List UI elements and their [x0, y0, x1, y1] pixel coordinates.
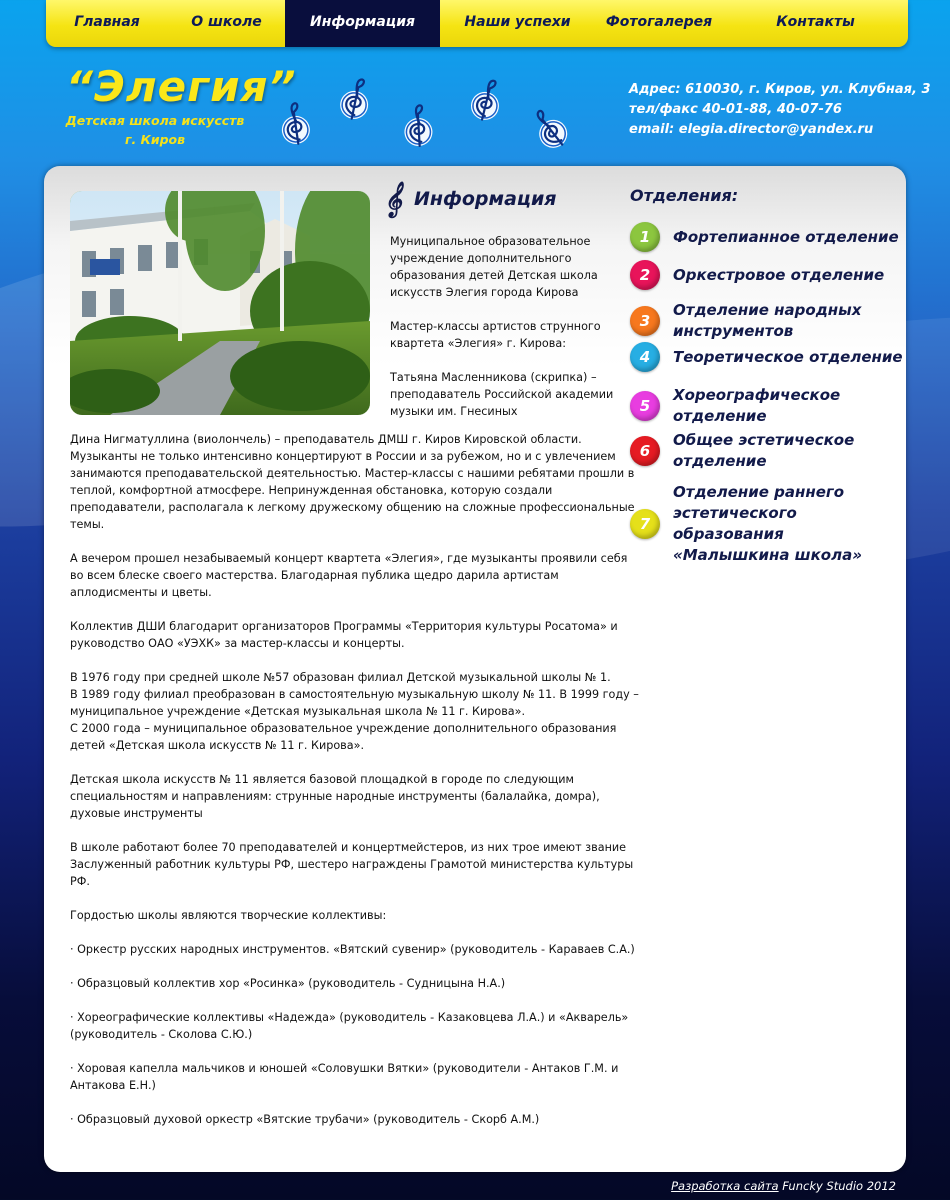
address-text: Адрес: 610030, г. Киров, ул. Клубная, 3: [629, 82, 931, 97]
treble-clef-icon: [271, 97, 319, 153]
article-paragraph: А вечером прошел незабываемый концерт квартета «Элегия», где музыканты проявили себя во всем блеске своего мастерства. Благодарная публика щедро дарила артистам аплодисменты и цветы.: [70, 552, 628, 599]
department-label[interactable]: Оркестровое отделение: [673, 265, 885, 284]
department-item[interactable]: [630, 482, 905, 566]
article-paragraph: · Образцовый духовой оркестр «Вятские трубачи» (руководитель - Скорб А.М.): [70, 1113, 540, 1126]
department-number-badge: 7: [630, 509, 660, 539]
department-label[interactable]: Хореографическое отделение: [673, 386, 841, 425]
article-paragraph: · Оркестр русских народных инструментов. «Вятский сувенир» (руководитель - Караваев С.А.): [70, 943, 635, 956]
department-item[interactable]: [630, 260, 884, 290]
article-paragraph: Коллектив ДШИ благодарит организаторов Программы «Территория культуры Росатома» и руководство ОАО «УЭХК» за мастер-классы и концерты.: [70, 620, 618, 650]
department-label[interactable]: Общее эстетическое отделение: [673, 431, 855, 470]
department-number-badge: 5: [630, 391, 660, 421]
department-item[interactable]: [630, 342, 903, 372]
nav-item[interactable]: Наши успехи: [464, 14, 571, 30]
article-paragraph: Дина Нигматуллина (виолончель) – преподаватель ДМШ г. Киров Кировской области. Музыканты не только интенсивно концертируют в России и за рубежом, но и с увлечением занимаются преподавательской деятельностью. Мастер-классы с нашими ребятами прошли в теплой, комфортной атмосфере. Непринужденная обстановка, которую создали преподаватели, располагала к легкому дружескому общению на сложные профессиональные темы.: [70, 433, 635, 531]
department-number-badge: 2: [630, 260, 660, 290]
intro-text: [390, 233, 620, 437]
department-item[interactable]: [630, 385, 905, 427]
department-number-badge: 6: [630, 436, 660, 466]
treble-clef-icon: 𝄞: [384, 182, 402, 217]
footer-credit: Funcky Studio 2012: [778, 1179, 896, 1193]
department-label[interactable]: Теоретическое отделение: [673, 347, 903, 366]
nav-item[interactable]: Фотогалерея: [605, 14, 713, 30]
nav-item[interactable]: О школе: [191, 14, 262, 30]
article-paragraph: В школе работают более 70 преподавателей и концертмейстеров, из них трое имеют звание Заслуженный работник культуры РФ, шестеро награждены Грамотой министерства культуры РФ.: [70, 841, 634, 888]
department-label[interactable]: Фортепианное отделение: [673, 227, 899, 246]
treble-clef-icon: [519, 98, 582, 162]
site-subtitle: Детская школа искусств г. Киров: [65, 113, 245, 147]
nav-item[interactable]: Главная: [74, 14, 140, 30]
department-number-badge: 1: [630, 222, 660, 252]
footer: [671, 1179, 896, 1193]
article-paragraph: Детская школа искусств № 11 является базовой площадкой в городе по следующим специальностям и направлениям: струнные народные инструменты (балалайка, домра), духовые инструменты: [70, 773, 600, 820]
department-label[interactable]: Отделение раннего эстетического образования «Малышкина школа»: [673, 483, 862, 564]
intro-paragraph: Татьяна Масленникова (скрипка) – преподаватель Российской академии музыки им. Гнесиных: [390, 371, 614, 418]
treble-clef-icon: [461, 72, 511, 129]
email-text[interactable]: email: elegia.director@yandex.ru: [629, 122, 874, 137]
top-nav: [46, 0, 908, 47]
school-building-photo: [70, 191, 370, 415]
department-number-badge: 3: [630, 306, 660, 336]
intro-paragraph: Мастер-классы артистов струнного квартета «Элегия» г. Кирова:: [390, 320, 601, 350]
department-number-badge: 4: [630, 342, 660, 372]
article-body: [70, 431, 640, 1145]
article-paragraph: Гордостью школы являются творческие коллективы:: [70, 909, 387, 922]
nav-item[interactable]: Информация: [285, 0, 440, 47]
article-paragraph: · Хоровая капелла мальчиков и юношей «Соловушки Вятки» (руководители - Антаков Г.М. и Антакова Е.Н.): [70, 1062, 619, 1092]
treble-clef-icon: [331, 72, 379, 128]
page-title: 𝄞 Информация: [384, 182, 557, 217]
contact-info: [629, 80, 931, 140]
treble-clef-icon: [396, 100, 440, 153]
article-paragraph: · Хореографические коллективы «Надежда» (руководитель - Казаковцева Л.А.) и «Акварель» (руководитель - Сколова С.Ю.): [70, 1011, 629, 1041]
department-item[interactable]: [630, 430, 905, 472]
intro-paragraph: Муниципальное образовательное учреждение дополнительного образования детей Детская школа искусств Элегия города Кирова: [390, 235, 598, 299]
departments-heading: Отделения:: [630, 186, 739, 205]
department-item[interactable]: [630, 222, 899, 252]
phone-text: тел/факс 40-01-88, 40-07-76: [629, 102, 842, 117]
article-paragraph: · Образцовый коллектив хор «Росинка» (руководитель - Судницына Н.А.): [70, 977, 506, 990]
site-title: “Элегия”: [66, 62, 297, 111]
developer-link[interactable]: Разработка сайта: [671, 1179, 779, 1193]
nav-item[interactable]: Контакты: [776, 14, 855, 30]
department-label[interactable]: Отделение народных инструментов: [673, 301, 862, 340]
article-paragraph: В 1976 году при средней школе №57 образован филиал Детской музыкальной школы № 1. В 1989 году филиал преобразован в самостоятельную музыкальную школу № 11. В 1999 году – муниципальное учреждение «Детская музыкальная школа № 11 г. Кирова». С 2000 года – муниципальное образовательное учреждение дополнительного образования детей «Детская школа искусств № 11 г. Кирова».: [70, 671, 639, 752]
department-item[interactable]: [630, 300, 905, 342]
